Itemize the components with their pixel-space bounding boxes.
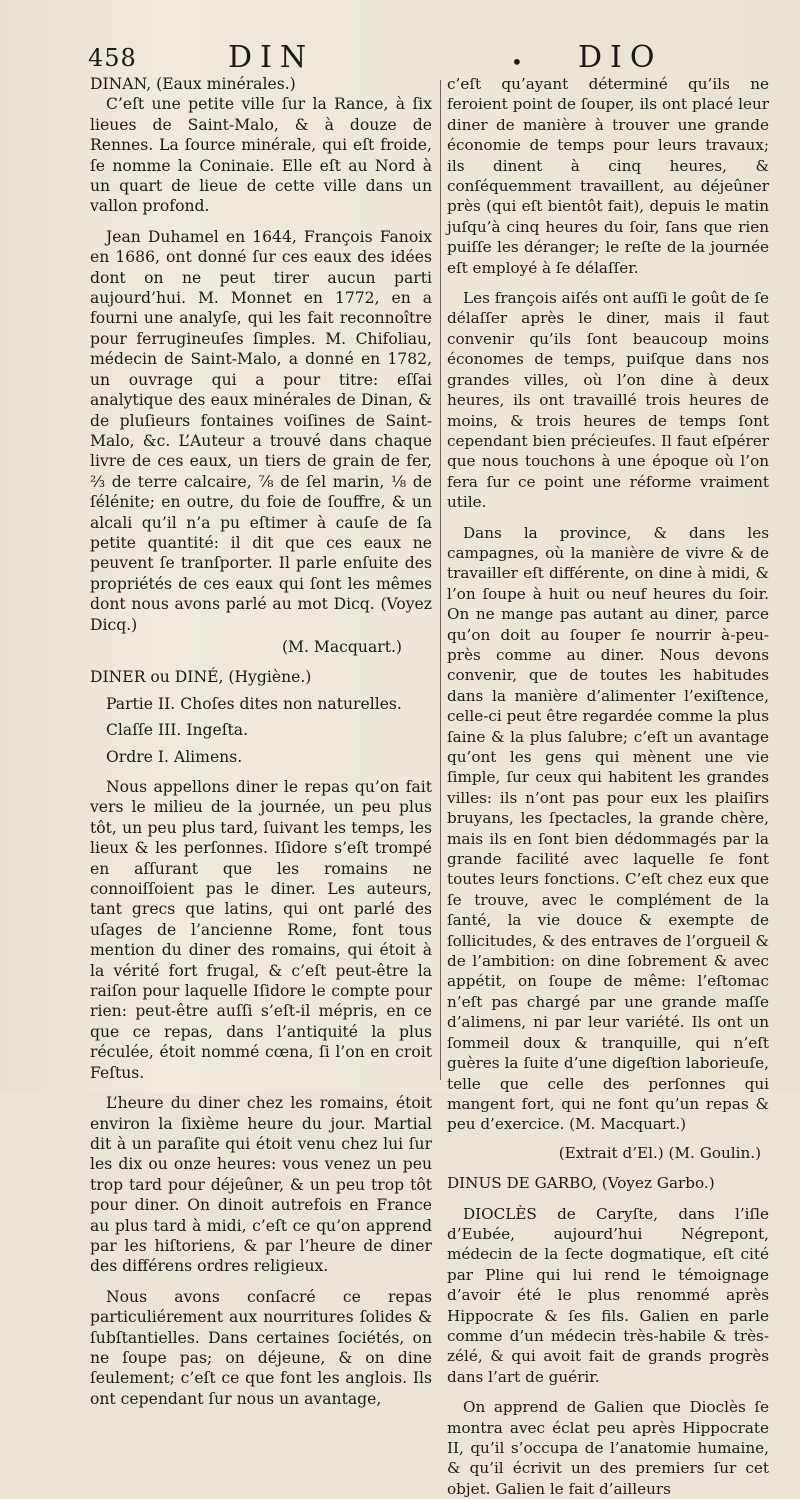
paragraph: Dans la province, & dans les campagnes, où la manière de vivre & de travailler eſt différente, on dine à midi, & l’on ſoupe à huit ou neuf heures du ſoir. On ne mange pas autant au diner, parce qu’on doit au ſouper ſe nourrir à-peu-près comme au diner. Nous devons convenir, que de toutes les habitudes dans la manière d’alimenter l’exiſtence, celle-ci peut être regardée comme la plus ſaine & la plus ſalubre; c’eſt un avantage qu’ont les gens qui mènent une vie ſimple, ſur ceux qui habitent les grandes villes: ils n’ont pas pour eux les plaiſirs bruyans, les ſpectacles, la grande chère, mais ils en ſont bien dédommagés par la grande facilité avec laquelle ſe font toutes leurs fonctions. C’eſt chez eux que ſe trouve, avec le complément de la ſanté, la vie douce & exempte de ſollicitudes, & des entraves de l’orgueil & de l’ambition: on dine ſobrement & avec appétit, on ſoupe de même: l’eſtomac n’eſt pas chargé par une grande maſſe d’alimens, ni par leur variété. Ils ont un ſommeil doux & tranquille, qui n’eſt guères la ſuite d’une digeſtion laborieuſe, telle que celle des perſonnes qui mangent fort, qui ne font qu’un repas & peu d’exercice. (M. Macquart.) [447,523,769,1134]
classification-line: Ordre I. Alimens. [106,747,243,766]
column-divider [440,80,441,1080]
left-column [90,74,432,1409]
page-number: 458 [88,44,137,72]
paragraph: Les françois aiſés ont auſſi le goût de ſe délaſſer après le diner, mais il faut convenir qu’ils ſont beaucoup moins économes de temps, puiſque dans nos grandes villes, où l’on dine à deux heures, ils ont travaillé trois heures de moins, & trois heures de temps ſont cependant bien précieuſes. Il faut eſpérer que nous touchons à une époque où l’on fera ſur ce point une réforme vraiment utile. [447,289,769,512]
entry-heading: DINER ou DINÉ, (Hygiène.) [90,668,312,687]
running-title-right: DIO [578,40,663,75]
paragraph: L’heure du diner chez les romains, étoit environ la ſixième heure du jour. Martial dit à un paraſite qui étoit venu chez lui ſur les dix ou onze heures: vous venez un peu trop tard pour déjeûner, & un peu trop tôt pour diner. On dinoit autrefois en France au plus tard à midi, c’eſt ce qu’on apprend par les hiſtoriens, & par l’heure de diner des différens ordres religieux. [90,1094,432,1276]
paragraph-continued: c’eſt qu’ayant déterminé qu’ils ne feroient point de ſouper, ils ont placé leur diner de manière à trouver une grande économie de temps pour leurs travaux; ils dinent à cinq heures, & conſéquemment travaillent, au déjeûner près (qui eſt bientôt fait), depuis le matin juſqu’à cinq heures du ſoir, ſans que rien puiſſe les déranger; le reſte de la journée eſt employé à ſe délaſſer. [447,75,769,277]
header-ornament: • [511,50,523,74]
classification-line: Partie II. Choſes dites non naturelles. [106,694,402,713]
author-credit: (M. Macquart.) [281,637,402,656]
paragraph: Jean Duhamel en 1644, François Fanoix en 1686, ont donné ſur ces eaux des idées dont on ne peut tirer aucun parti aujourd’hui. M. Monnet en 1772, en a fourni une analyſe, qui les fait reconnoître pour ferrugineuſes ſimples. M. Chifoliau, médecin de Saint-Malo, a donné en 1782, un ouvrage qui a pour titre: eſſai analytique des eaux minérales de Dinan, & de pluſieurs fontaines voiſines de Saint-Malo, &c. L’Auteur a trouvé dans chaque livre de ces eaux, un tiers de grain de fer, ⅔ de terre calcaire, ⅞ de ſel marin, ⅛ de ſélénite; en outre, du foie de ſouffre, & un alcali qu’il n’a pu eſtimer à cauſe de ſa petite quantité: il dit que ces eaux ne peuvent ſe tranſporter. Il parle enſuite des propriétés de ces eaux qui ſont les mêmes dont nous avons parlé au mot Dicq. (Voyez Dicq.) [90,227,432,634]
author-credit: (Extrait d’El.) (M. Goulin.) [558,1143,761,1162]
classification-line: Claſſe III. Ingeſta. [106,721,249,740]
running-title-left: DIN [228,40,315,75]
entry-heading: DINAN, (Eaux minérales.) [90,75,296,93]
entry-heading: DINUS DE GARBO, (Voyez Garbo.) [447,1174,715,1193]
right-column [447,74,769,1499]
paragraph: DIOCLÈS de Caryſte, dans l’iſle d’Eubée, aujourd’hui Négrepont, médecin de la ſecte dogmatique, eſt cité par Pline qui lui rend le témoignage d’avoir été le plus renommé après Hippocrate & ſes fils. Galien en parle comme d’un médecin très-habile & très-zélé, & qui avoit fait de grands progrès dans l’art de guérir. [447,1204,769,1386]
paragraph: C’eſt une petite ville ſur la Rance, à ſix lieues de Saint-Malo, & à douze de Rennes. La ſource minérale, qui eſt froide, ſe nomme la Coninaie. Elle eſt au Nord à un quart de lieue de cette ville dans un vallon profond. [90,95,432,216]
paragraph: On apprend de Galien que Dioclès ſe montra avec éclat peu après Hippocrate II, qu’il s’occupa de l’anatomie humaine, & qu’il écrivit un des premiers ſur cet objet. Galien le fait d’ailleurs [447,1398,769,1498]
paragraph: Nous appellons diner le repas qu’on fait vers le milieu de la journée, un peu plus tôt, un peu plus tard, ſuivant les temps, les lieux & les perſonnes. Iſidore s’eſt trompé en aſſurant que les romains ne connoiſſoient pas le diner. Les auteurs, tant grecs que latins, qui ont parlé des uſages de l’ancienne Rome, font tous mention du diner des romains, qui étoit à la vérité fort frugal, & c’eſt peut-être la raiſon pour laquelle Iſidore le compte pour rien: peut-être auſſi s’eſt-il mépris, en ce que ce repas, dans l’antiquité la plus réculée, étoit nommé cœna, ſi l’on en croit Feſtus. [90,778,432,1082]
paragraph: Nous avons conſacré ce repas particuliérement aux nourritures ſolides & ſubſtantielles. Dans certaines ſociétés, on ne ſoupe pas; on déjeune, & on dine ſeulement; c’eſt ce que font les anglois. Ils ont cependant ſur nous un avantage, [90,1287,432,1408]
